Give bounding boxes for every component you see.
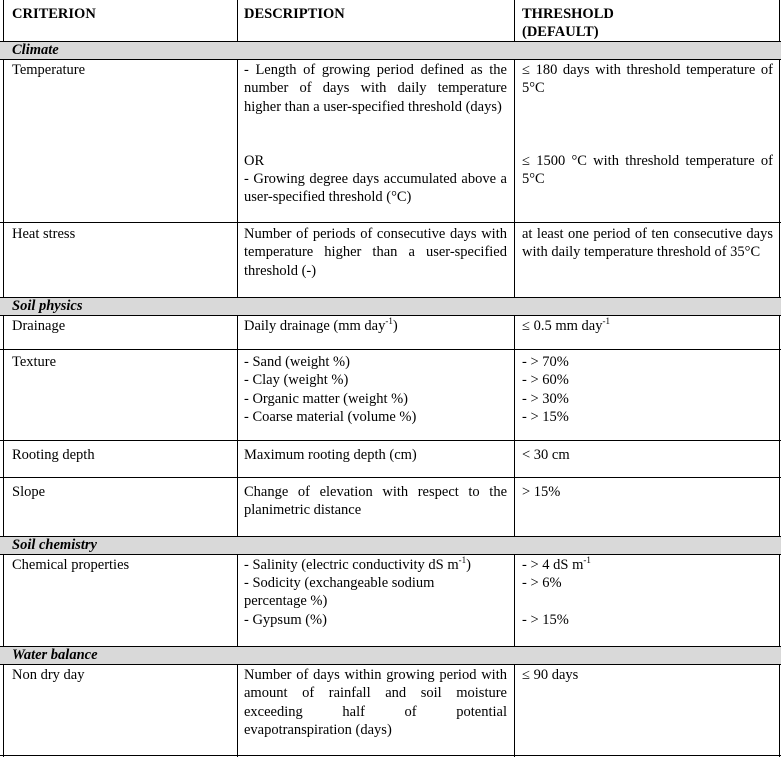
- row-divider: [0, 554, 781, 555]
- row-divider: [0, 664, 781, 665]
- column-divider: [514, 0, 515, 757]
- criterion-chemical-properties: Chemical properties: [12, 557, 130, 573]
- header-threshold: THRESHOLD (DEFAULT): [522, 6, 614, 41]
- threshold-rooting-depth: < 30 cm: [522, 447, 570, 463]
- criterion-slope: Slope: [12, 484, 46, 500]
- row-divider: [0, 349, 781, 350]
- row-divider: [0, 440, 781, 441]
- section-title: Water balance: [12, 647, 98, 663]
- description-texture: - Sand (weight %) - Clay (weight %) - Organic matter (weight %) - Coarse material (volume %): [244, 354, 417, 425]
- section-title: Climate: [12, 42, 59, 58]
- threshold-slope: > 15%: [522, 484, 561, 500]
- column-divider: [237, 0, 238, 757]
- description-heat-stress: Number of periods of consecutive days with temperature higher than a user-specified threshold (-): [244, 226, 507, 279]
- threshold-gypsum: - > 15%: [522, 612, 569, 628]
- section-title: Soil chemistry: [12, 537, 97, 553]
- description-salinity: - Salinity (electric conductivity dS $m^{-1}$): [244, 555, 471, 573]
- threshold-non-dry-day: ≤ 90 days: [522, 667, 579, 683]
- row-divider: [0, 59, 781, 60]
- description-growing-period: - Length of growing period defined as the number of days with daily temperature higher than a user-specified threshold (days): [244, 62, 507, 115]
- description-sodicity: - Sodicity (exchangeable sodium percentage %): [244, 575, 435, 610]
- description-slope: Change of elevation with respect to the planimetric distance: [244, 484, 507, 519]
- header-description: DESCRIPTION: [244, 6, 345, 22]
- description-drainage: Daily drainage (mm day$^{-1}$): [244, 316, 398, 334]
- criterion-drainage: Drainage: [12, 318, 66, 334]
- section-water-balance: [0, 647, 781, 664]
- header-criterion: CRITERION: [12, 6, 96, 22]
- threshold-drainage: ≤ 0.5 mm day$^{-1}$: [522, 316, 610, 334]
- description-or: OR: [244, 153, 265, 169]
- criterion-non-dry-day: Non dry day: [12, 667, 85, 683]
- section-climate: [0, 42, 781, 59]
- description-non-dry-day: Number of days within growing period with amount of rainfall and soil moisture exceeding half of potential evapotranspiration (days): [244, 667, 507, 738]
- table-border-left: [3, 0, 4, 757]
- table-border-right: [779, 0, 780, 757]
- threshold-growing-period: ≤ 180 days with threshold temperature of 5°C: [522, 62, 773, 97]
- threshold-heat-stress: at least one period of ten consecutive days with daily temperature threshold of 35°C: [522, 226, 773, 261]
- criterion-texture: Texture: [12, 354, 57, 370]
- criterion-rooting-depth: Rooting depth: [12, 447, 95, 463]
- section-soil-chemistry: [0, 537, 781, 554]
- row-divider: [0, 222, 781, 223]
- criterion-heat-stress: Heat stress: [12, 226, 76, 242]
- section-soil-physics: [0, 298, 781, 315]
- threshold-growing-degree-days: ≤ 1500 °C with threshold temperature of 5°C: [522, 153, 773, 188]
- criterion-temperature: Temperature: [12, 62, 86, 78]
- description-rooting-depth: Maximum rooting depth (cm): [244, 447, 417, 463]
- description-growing-degree-days: - Growing degree days accumulated above a user-specified threshold (°C): [244, 171, 507, 206]
- table-border-bottom: [0, 755, 781, 756]
- section-title: Soil physics: [12, 298, 83, 314]
- threshold-texture: - > 70% - > 60% - > 30% - > 15%: [522, 354, 569, 425]
- threshold-salinity: - > 4 dS $m^{-1}$: [522, 555, 591, 573]
- row-divider: [0, 477, 781, 478]
- description-gypsum: - Gypsum (%): [244, 612, 327, 628]
- threshold-sodicity: - > 6%: [522, 575, 562, 591]
